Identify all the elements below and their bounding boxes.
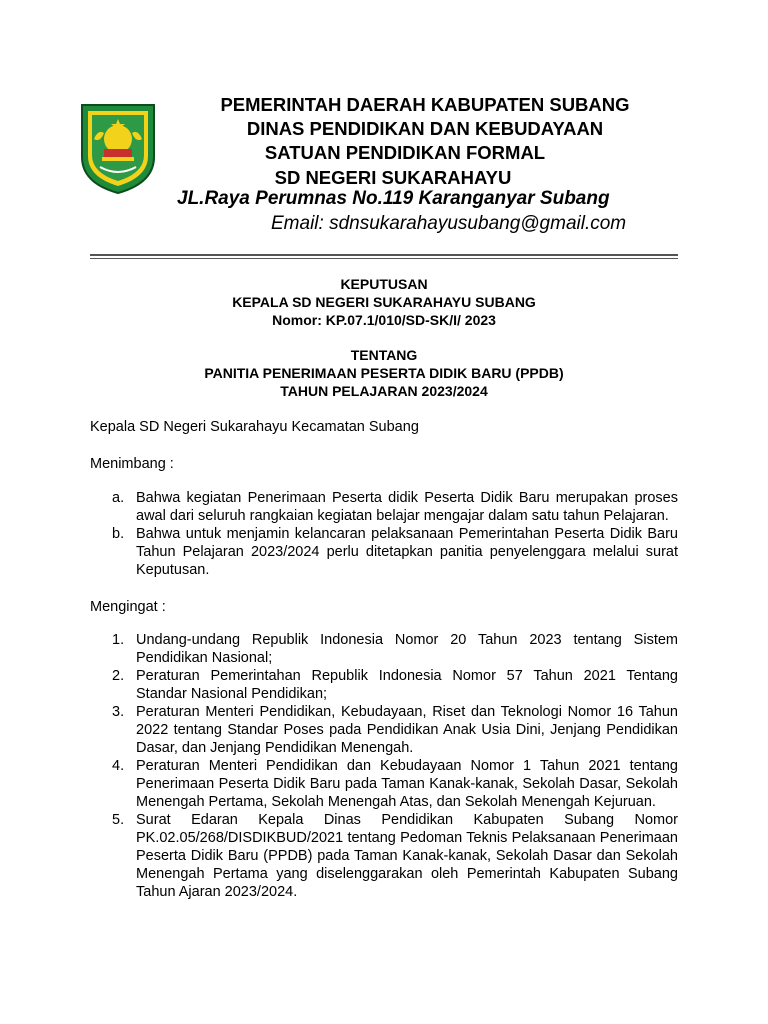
decree-subject: PANITIA PENERIMAAN PESERTA DIDIK BARU (PPDB) [204, 365, 564, 381]
list-marker: 3. [112, 704, 125, 720]
decree-issuer: KEPALA SD NEGERI SUKARAHAYU SUBANG [232, 294, 536, 310]
letterhead-school: SD NEGERI SUKARAHAYU [274, 167, 512, 188]
list-item [90, 703, 678, 757]
letterhead-unit: SATUAN PENDIDIKAN FORMAL [264, 142, 546, 163]
list-marker: 2. [112, 668, 125, 684]
list-item-text: Peraturan Pemerintahan Republik Indonesia Nomor 57 Tahun 2021 Tentang Standar Nasional Pendidikan; [136, 668, 678, 702]
decree-year: TAHUN PELAJARAN 2023/2024 [280, 383, 488, 399]
list-marker: 5. [112, 812, 125, 828]
list-marker: 4. [112, 758, 125, 774]
header-divider-thick [90, 254, 678, 256]
menimbang-label: Menimbang : [90, 456, 174, 472]
list-item-text: Peraturan Menteri Pendidikan dan Kebudayaan Nomor 1 Tahun 2021 tentang Penerimaan Peserta Didik Baru pada Taman Kanak-kanak, Sekolah Dasar, Sekolah Menengah Pertama, Sekolah Menengah Atas, dan Sekolah Menengah Kejuruan. [136, 758, 678, 810]
list-marker: a. [112, 490, 125, 506]
list-item [90, 631, 678, 667]
header-divider-thin [90, 258, 678, 259]
list-item-text: Undang-undang Republik Indonesia Nomor 20 Tahun 2023 tentang Sistem Pendidikan Nasional; [136, 632, 678, 666]
decree-subject-block [90, 346, 678, 400]
letterhead-department: DINAS PENDIDIKAN DAN KEBUDAYAAN [246, 118, 604, 139]
decree-opening: Kepala SD Negeri Sukarahayu Kecamatan Subang [90, 419, 419, 435]
list-item [90, 811, 678, 901]
mengingat-label: Mengingat : [90, 599, 166, 615]
list-item-text: Peraturan Menteri Pendidikan, Kebudayaan, Riset dan Teknologi Nomor 16 Tahun 2022 tentang Standar Poses pada Pendidikan Anak Usia Dini, Jenjang Pendidikan Dasar, dan Jenjang Pendidikan Menengah. [136, 704, 678, 756]
list-item-text: Bahwa untuk menjamin kelancaran pelaksanaan Pemerintahan Peserta Didik Baru Tahun Pelajaran 2023/2024 perlu ditetapkan panitia penyelenggara melalui surat Keputusan. [136, 526, 678, 578]
list-item-text: Surat Edaran Kepala Dinas Pendidikan Kabupaten Subang Nomor PK.02.05/268/DISDIKBUD/2021 tentang Pedoman Teknis Pelaksanaan Penerimaan Peserta Didik Baru (PPDB) pada Taman Kanak-kanak, Sekolah Dasar dan Sekolah Menengah Pertama yang diselenggarakan oleh Pemerintah Kabupaten Subang Tahun Ajaran 2023/2024. [136, 812, 678, 900]
decree-heading [90, 275, 678, 329]
letterhead [150, 92, 660, 190]
decree-title: KEPUTUSAN [340, 276, 428, 292]
decree-about: TENTANG [350, 347, 418, 363]
list-item [90, 667, 678, 703]
list-marker: 1. [112, 632, 125, 648]
menimbang-list [90, 489, 678, 579]
decree-number: Nomor: KP.07.1/010/SD-SK/I/ 2023 [272, 312, 496, 328]
list-item [90, 489, 678, 525]
list-marker: b. [112, 526, 125, 542]
list-item-text: Bahwa kegiatan Penerimaan Peserta didik Peserta Didik Baru merupakan proses awal dari seluruh rangkaian kegiatan belajar mengajar dalam satu tahun Pelajaran. [136, 490, 678, 524]
letterhead-email: Email: sdnsukarahayusubang@gmail.com [271, 213, 627, 234]
mengingat-list [90, 631, 678, 901]
list-item [90, 757, 678, 811]
letterhead-government: PEMERINTAH DAERAH KABUPATEN SUBANG [220, 94, 630, 115]
list-item [90, 525, 678, 579]
letterhead-address: JL.Raya Perumnas No.119 Karanganyar Subang [177, 188, 610, 209]
